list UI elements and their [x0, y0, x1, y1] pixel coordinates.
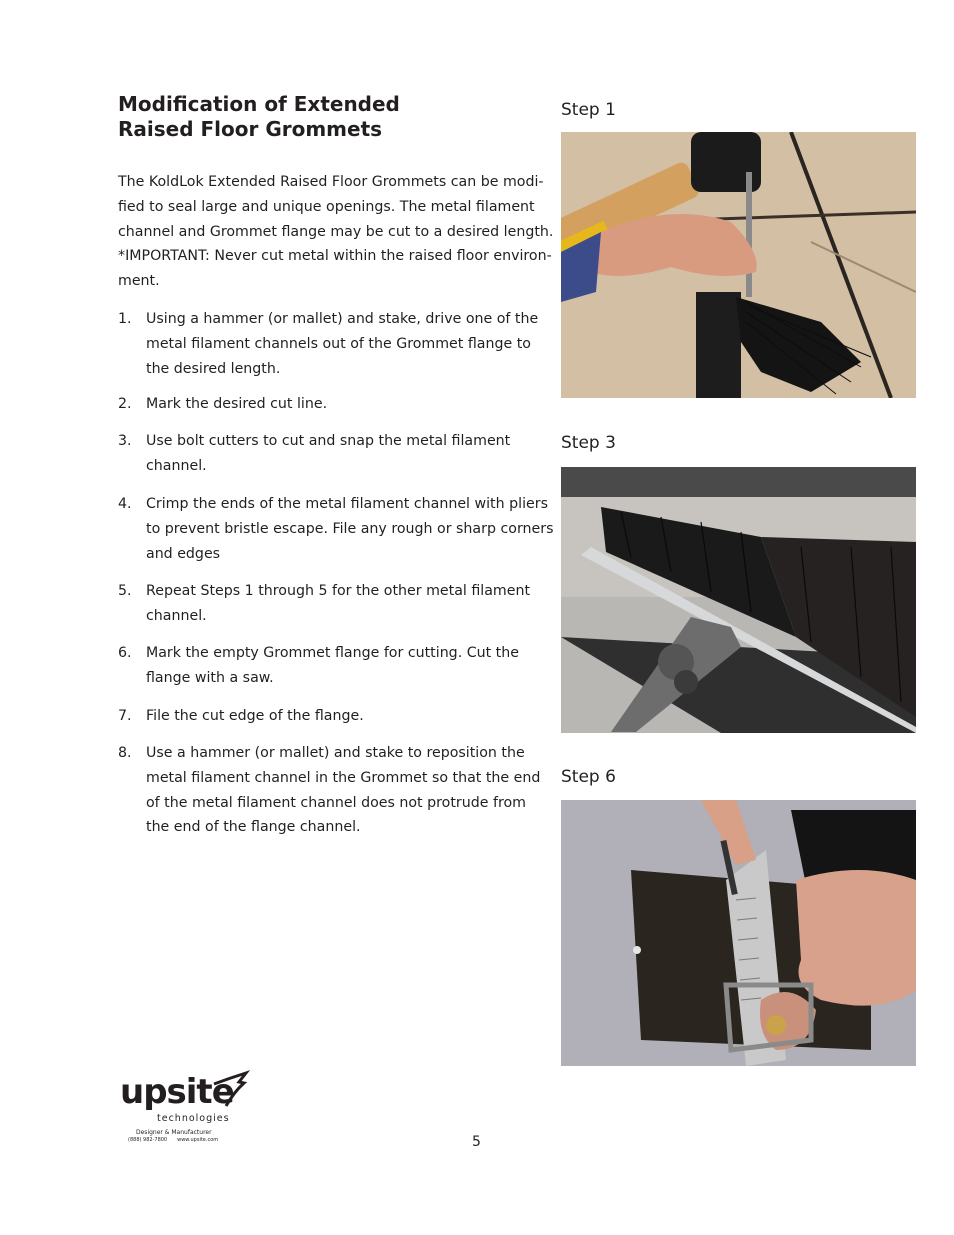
intro-line: ment.	[118, 273, 160, 290]
step-number: 6.	[118, 645, 132, 661]
intro-line: fied to seal large and unique openings. The metal filament	[118, 198, 535, 215]
website-link: www.upsite.com	[177, 1137, 219, 1143]
step-number: 1.	[118, 311, 132, 327]
step-line: Crimp the ends of the metal filament channel with pliers	[146, 496, 548, 512]
step-text	[146, 741, 558, 840]
step-number: 2.	[118, 396, 132, 412]
bolt-cutter-illustration	[561, 467, 916, 733]
step-3-photo	[561, 467, 916, 733]
hammer-stake-illustration	[561, 132, 916, 398]
step-line: Use a hammer (or mallet) and stake to reposition the	[146, 745, 525, 761]
step-line: File the cut edge of the flange.	[146, 708, 364, 724]
phone-number: (888) 982-7800	[128, 1137, 168, 1143]
title-line: Modification of Extended	[118, 92, 400, 116]
step-number: 3.	[118, 433, 132, 449]
intro-line: channel and Grommet flange may be cut to a desired length.	[118, 223, 554, 240]
page-number: 5	[472, 1134, 481, 1150]
marking-flange-illustration	[561, 800, 916, 1066]
step-line: to prevent bristle escape. File any rough or sharp corners	[146, 520, 554, 537]
logo-wordmark: upsite	[120, 1072, 234, 1112]
step-number: 4.	[118, 496, 132, 512]
intro-line: The KoldLok Extended Raised Floor Grommets can be modi-	[118, 174, 544, 190]
logo-tagline: Designer & Manufacturer	[136, 1129, 212, 1136]
step-text	[146, 429, 558, 479]
step-line: the end of the flange channel.	[146, 819, 361, 836]
step-line: metal filament channels out of the Grommet flange to	[146, 335, 531, 352]
photo-label-step-3: Step 3	[561, 433, 616, 453]
step-line: channel.	[146, 607, 207, 624]
step-line: metal filament channel in the Grommet so that the end	[146, 769, 541, 786]
step-text	[146, 492, 558, 566]
intro-paragraph	[118, 170, 554, 294]
logo-subtitle: technologies	[157, 1113, 230, 1124]
step-text	[146, 704, 558, 729]
upsite-logo	[118, 1070, 258, 1150]
step-line: the desired length.	[146, 360, 281, 377]
step-number: 8.	[118, 745, 132, 761]
step-line: Using a hammer (or mallet) and stake, drive one of the	[146, 311, 539, 327]
step-number: 5.	[118, 583, 132, 599]
step-line: Use bolt cutters to cut and snap the metal filament	[146, 433, 511, 449]
photo-label-step-1: Step 1	[561, 100, 616, 120]
step-line: and edges	[146, 545, 221, 562]
step-text	[146, 641, 558, 691]
step-number: 7.	[118, 708, 132, 724]
page-title	[118, 92, 538, 142]
title-line: Raised Floor Grommets	[118, 117, 383, 141]
step-line: Mark the empty Grommet flange for cutting. Cut the	[146, 645, 519, 661]
step-6-photo	[561, 800, 916, 1066]
step-line: of the metal filament channel does not protrude from	[146, 794, 526, 811]
step-1-photo	[561, 132, 916, 398]
photo-label-step-6: Step 6	[561, 767, 616, 787]
step-text	[146, 307, 558, 381]
logo-contact	[128, 1137, 218, 1143]
step-line: channel.	[146, 457, 207, 474]
intro-line: *IMPORTANT: Never cut metal within the raised floor environ-	[118, 248, 552, 265]
step-line: flange with a saw.	[146, 669, 274, 686]
step-text	[146, 392, 558, 417]
step-text	[146, 579, 558, 629]
step-line: Mark the desired cut line.	[146, 396, 328, 412]
step-line: Repeat Steps 1 through 5 for the other metal filament	[146, 583, 531, 599]
